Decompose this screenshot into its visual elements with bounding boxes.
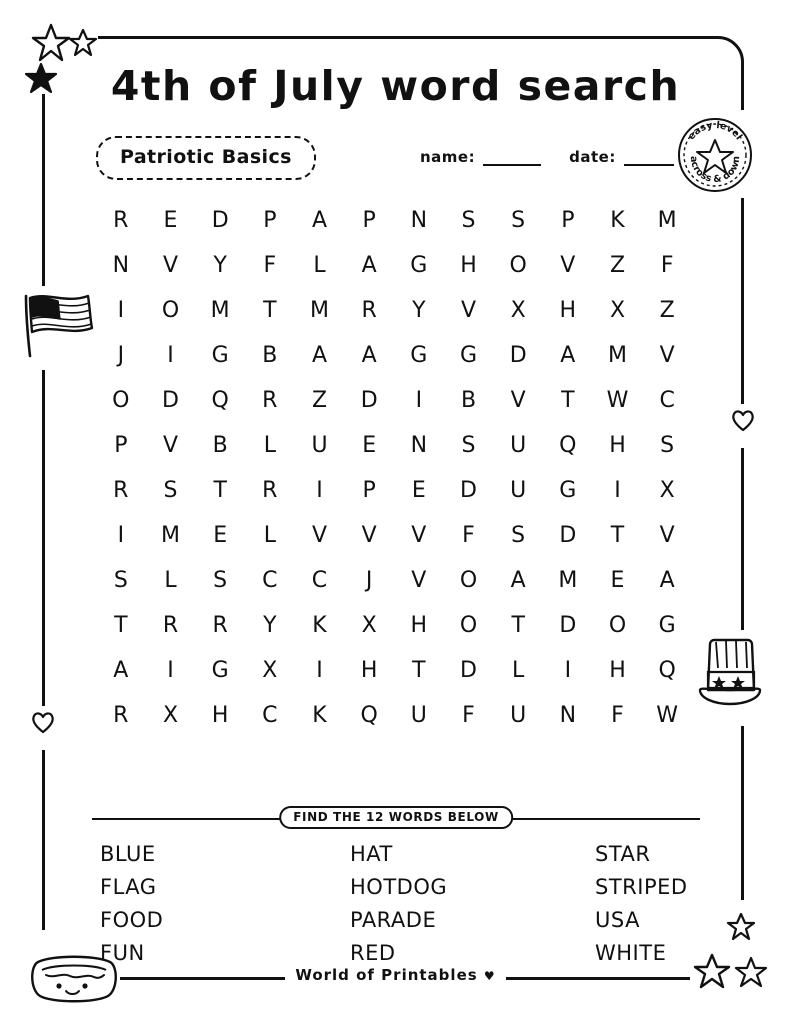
grid-cell[interactable]: L: [512, 658, 525, 683]
word-search-grid[interactable]: [96, 206, 692, 731]
grid-cell[interactable]: B: [262, 343, 278, 368]
grid-cell[interactable]: G: [211, 343, 229, 368]
grid-cell[interactable]: P: [114, 433, 128, 458]
date-label: date:: [569, 148, 616, 166]
grid-cell[interactable]: O: [459, 568, 478, 593]
word-list-item[interactable]: USA: [595, 908, 640, 932]
grid-cell[interactable]: C: [262, 568, 278, 593]
grid-cell[interactable]: A: [311, 208, 328, 233]
grid-cell[interactable]: H: [559, 298, 577, 323]
word-list: [100, 842, 700, 965]
grid-cell[interactable]: O: [459, 613, 478, 638]
grid-cell[interactable]: Q: [559, 433, 577, 458]
grid-cell[interactable]: T: [511, 613, 525, 638]
star-icon: [68, 28, 98, 58]
grid-cell[interactable]: R: [113, 208, 129, 233]
grid-cell[interactable]: G: [410, 253, 428, 278]
grid-cell[interactable]: I: [167, 343, 174, 368]
grid-cell[interactable]: X: [162, 703, 179, 728]
grid-cell[interactable]: Z: [311, 388, 328, 413]
grid-cell[interactable]: G: [459, 343, 478, 368]
heart-icon: [730, 408, 756, 432]
grid-cell[interactable]: I: [117, 298, 125, 323]
word-list-item[interactable]: BLUE: [100, 842, 156, 866]
grid-cell[interactable]: G: [410, 343, 428, 368]
grid-cell[interactable]: H: [609, 433, 626, 458]
word-list-item[interactable]: FLAG: [100, 875, 157, 899]
grid-cell[interactable]: E: [213, 523, 228, 548]
grid-cell[interactable]: V: [460, 298, 477, 323]
grid-cell[interactable]: U: [510, 703, 527, 728]
grid-cell[interactable]: X: [510, 298, 526, 323]
grid-cell[interactable]: Y: [213, 253, 227, 278]
grid-cell[interactable]: V: [659, 343, 675, 368]
grid-cell[interactable]: Q: [211, 388, 229, 413]
grid-cell[interactable]: U: [510, 433, 527, 458]
grid-cell[interactable]: O: [608, 613, 627, 638]
heart-icon: ♥: [483, 969, 496, 983]
star-icon: [30, 22, 72, 64]
grid-cell[interactable]: Q: [360, 703, 378, 728]
grid-cell[interactable]: T: [610, 523, 625, 548]
grid-cell[interactable]: M: [558, 568, 578, 593]
grid-cell[interactable]: R: [361, 298, 377, 323]
grid-cell[interactable]: M: [210, 298, 230, 323]
grid-cell[interactable]: C: [311, 568, 328, 593]
grid-cell[interactable]: P: [263, 208, 277, 233]
grid-cell[interactable]: B: [460, 388, 477, 413]
grid-cell[interactable]: A: [361, 343, 377, 368]
grid-cell[interactable]: H: [460, 253, 477, 278]
grid-cell[interactable]: S: [511, 208, 526, 233]
grid-cell[interactable]: V: [162, 433, 179, 458]
grid-cell[interactable]: X: [609, 298, 626, 323]
grid-cell[interactable]: L: [263, 433, 276, 458]
grid-cell[interactable]: A: [510, 568, 526, 593]
grid-cell[interactable]: D: [162, 388, 179, 413]
worksheet-subtitle: Patriotic Basics: [96, 136, 316, 180]
grid-cell[interactable]: O: [112, 388, 130, 413]
difficulty-badge: [676, 116, 754, 194]
grid-cell[interactable]: R: [113, 703, 129, 728]
grid-cell[interactable]: R: [212, 613, 228, 638]
grid-cell[interactable]: X: [361, 613, 377, 638]
name-input[interactable]: [483, 150, 541, 166]
grid-cell[interactable]: T: [114, 613, 128, 638]
grid-cell[interactable]: A: [361, 253, 377, 278]
grid-cell[interactable]: Y: [412, 298, 426, 323]
grid-cell[interactable]: N: [559, 703, 577, 728]
grid-cell[interactable]: D: [559, 523, 577, 548]
grid-cell[interactable]: S: [113, 568, 128, 593]
grid-cell[interactable]: Q: [658, 658, 676, 683]
grid-cell[interactable]: S: [213, 568, 228, 593]
grid-cell[interactable]: A: [560, 343, 576, 368]
grid-cell[interactable]: U: [311, 433, 328, 458]
grid-cell[interactable]: V: [311, 523, 328, 548]
word-list-item[interactable]: FUN: [100, 941, 145, 965]
grid-cell[interactable]: V: [361, 523, 377, 548]
grid-cell[interactable]: L: [313, 253, 326, 278]
word-list-item[interactable]: RED: [350, 941, 396, 965]
grid-cell[interactable]: D: [460, 478, 477, 503]
grid-cell[interactable]: R: [262, 478, 278, 503]
grid-cell[interactable]: F: [660, 253, 674, 278]
grid-cell[interactable]: N: [410, 433, 428, 458]
grid-cell[interactable]: I: [564, 658, 572, 683]
star-icon: [726, 912, 756, 942]
grid-cell[interactable]: U: [510, 478, 527, 503]
grid-cell[interactable]: X: [659, 478, 675, 503]
grid-cell[interactable]: A: [113, 658, 129, 683]
grid-cell[interactable]: L: [164, 568, 177, 593]
grid-cell[interactable]: R: [113, 478, 129, 503]
grid-cell[interactable]: G: [211, 658, 229, 683]
grid-cell[interactable]: E: [610, 568, 625, 593]
grid-cell[interactable]: D: [509, 343, 527, 368]
grid-cell[interactable]: Y: [263, 613, 277, 638]
grid-cell[interactable]: V: [411, 523, 427, 548]
grid-cell[interactable]: E: [411, 478, 426, 503]
grid-cell[interactable]: L: [263, 523, 276, 548]
grid-cell[interactable]: J: [117, 343, 125, 368]
grid-cell[interactable]: C: [659, 388, 675, 413]
grid-cell[interactable]: M: [608, 343, 627, 368]
grid-cell[interactable]: D: [460, 658, 477, 683]
grid-cell[interactable]: N: [410, 208, 428, 233]
date-input[interactable]: [624, 150, 674, 166]
grid-cell[interactable]: S: [511, 523, 526, 548]
grid-cell[interactable]: P: [561, 208, 575, 233]
grid-cell[interactable]: H: [211, 703, 229, 728]
grid-cell[interactable]: F: [611, 703, 624, 728]
grid-cell[interactable]: J: [365, 568, 373, 593]
word-list-item[interactable]: FOOD: [100, 908, 164, 932]
footer-branding: [0, 966, 791, 984]
grid-cell[interactable]: M: [657, 208, 677, 233]
grid-cell[interactable]: P: [362, 208, 376, 233]
grid-cell[interactable]: O: [161, 298, 180, 323]
word-list-item[interactable]: PARADE: [350, 908, 437, 932]
grid-cell[interactable]: T: [213, 478, 227, 503]
svg-text:easy level: easy level: [686, 119, 745, 143]
grid-cell[interactable]: I: [614, 478, 621, 503]
grid-cell[interactable]: Z: [609, 253, 626, 278]
grid-cell[interactable]: D: [211, 208, 229, 233]
grid-cell[interactable]: I: [167, 658, 174, 683]
grid-cell[interactable]: H: [609, 658, 626, 683]
page-title: 4th of July word search: [110, 62, 681, 110]
heart-icon: [30, 710, 56, 734]
name-label: name:: [420, 148, 476, 166]
grid-cell[interactable]: R: [262, 388, 278, 413]
word-list-item[interactable]: STAR: [595, 842, 651, 866]
grid-cell[interactable]: U: [410, 703, 427, 728]
american-flag-icon: [18, 288, 102, 362]
name-date-row: [420, 148, 674, 166]
grid-cell[interactable]: S: [461, 433, 476, 458]
grid-cell[interactable]: W: [656, 703, 679, 728]
grid-cell[interactable]: I: [316, 658, 323, 683]
grid-cell[interactable]: D: [360, 388, 378, 413]
grid-cell[interactable]: I: [117, 523, 125, 548]
word-list-item[interactable]: HAT: [350, 842, 393, 866]
grid-cell[interactable]: T: [263, 298, 277, 323]
grid-cell[interactable]: W: [606, 388, 629, 413]
word-list-item[interactable]: STRIPED: [595, 875, 688, 899]
grid-cell[interactable]: T: [412, 658, 426, 683]
word-list-item[interactable]: HOTDOG: [350, 875, 448, 899]
grid-cell[interactable]: V: [659, 523, 675, 548]
grid-cell[interactable]: I: [415, 388, 423, 413]
word-list-item[interactable]: WHITE: [595, 941, 667, 965]
grid-cell[interactable]: S: [660, 433, 675, 458]
grid-cell[interactable]: E: [362, 433, 377, 458]
grid-cell[interactable]: H: [410, 613, 428, 638]
grid-cell[interactable]: C: [262, 703, 278, 728]
grid-cell[interactable]: T: [561, 388, 575, 413]
svg-text:across & down: across & down: [687, 155, 743, 186]
grid-cell[interactable]: F: [462, 523, 475, 548]
grid-cell[interactable]: V: [560, 253, 576, 278]
find-words-label: FIND THE 12 WORDS BELOW: [279, 806, 513, 829]
grid-cell[interactable]: F: [263, 253, 277, 278]
grid-cell[interactable]: V: [510, 388, 526, 413]
grid-cell[interactable]: M: [161, 523, 180, 548]
footer-text: World of Printables: [295, 966, 478, 984]
grid-cell[interactable]: N: [112, 253, 130, 278]
grid-cell[interactable]: E: [163, 208, 178, 233]
grid-cell[interactable]: V: [162, 253, 179, 278]
grid-cell[interactable]: G: [658, 613, 676, 638]
grid-cell[interactable]: K: [610, 208, 625, 233]
grid-cell[interactable]: D: [559, 613, 577, 638]
grid-cell[interactable]: I: [316, 478, 323, 503]
grid-cell[interactable]: P: [362, 478, 376, 503]
grid-cell[interactable]: O: [509, 253, 527, 278]
find-words-divider: [92, 806, 700, 830]
grid-cell[interactable]: K: [312, 703, 327, 728]
grid-cell[interactable]: H: [360, 658, 378, 683]
grid-cell[interactable]: A: [659, 568, 675, 593]
grid-cell[interactable]: G: [559, 478, 577, 503]
grid-cell[interactable]: Z: [659, 298, 675, 323]
grid-cell[interactable]: A: [311, 343, 328, 368]
grid-cell[interactable]: B: [212, 433, 228, 458]
grid-cell[interactable]: S: [461, 208, 476, 233]
grid-cell[interactable]: S: [163, 478, 178, 503]
grid-cell[interactable]: F: [462, 703, 475, 728]
grid-cell[interactable]: K: [312, 613, 327, 638]
grid-cell[interactable]: R: [162, 613, 179, 638]
uncle-sam-hat-icon: [694, 632, 766, 716]
grid-cell[interactable]: X: [262, 658, 278, 683]
grid-cell[interactable]: V: [411, 568, 427, 593]
grid-cell[interactable]: M: [310, 298, 329, 323]
